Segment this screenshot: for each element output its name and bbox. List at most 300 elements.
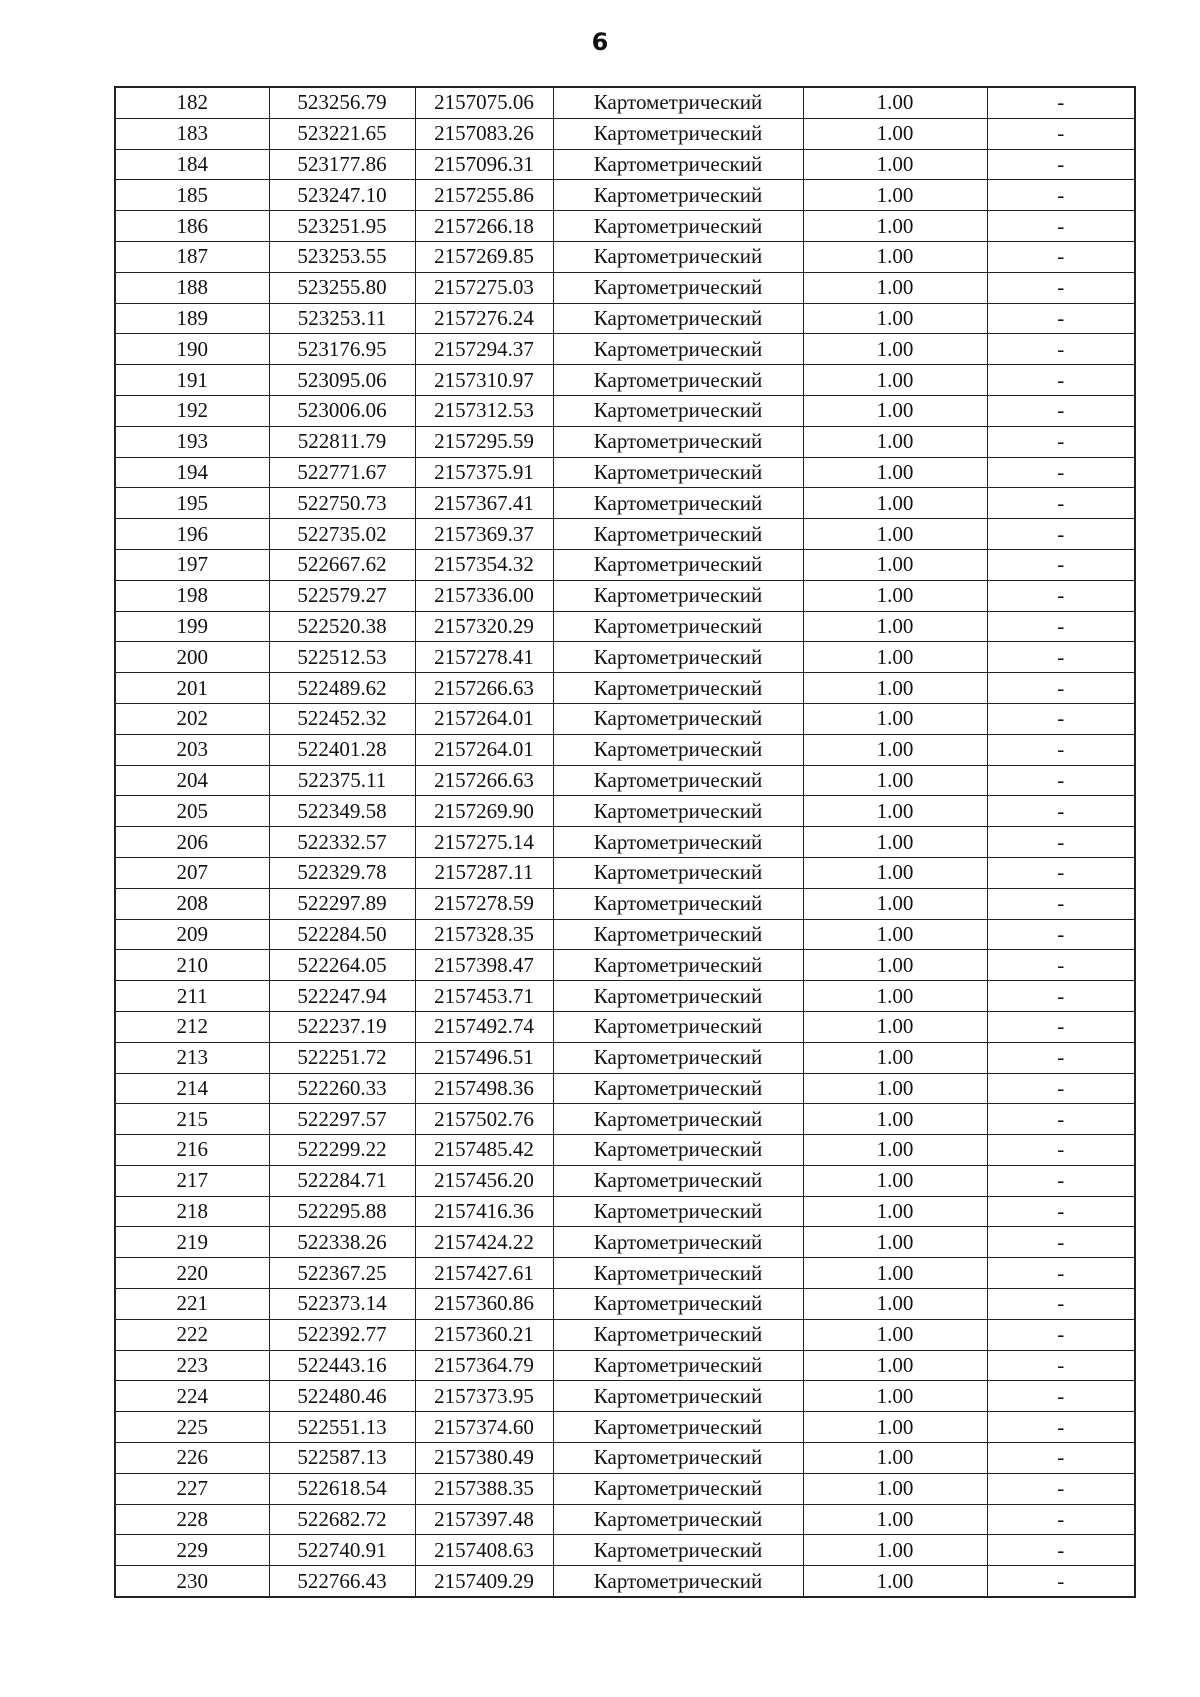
x-coordinate-cell: 523253.11 bbox=[269, 303, 415, 334]
point-number-cell: 211 bbox=[115, 981, 269, 1012]
accuracy-cell: 1.00 bbox=[803, 734, 987, 765]
x-coordinate-cell: 522237.19 bbox=[269, 1011, 415, 1042]
description-cell: - bbox=[987, 1104, 1135, 1135]
point-number-cell: 185 bbox=[115, 180, 269, 211]
x-coordinate-cell: 522520.38 bbox=[269, 611, 415, 642]
x-coordinate-cell: 522740.91 bbox=[269, 1535, 415, 1566]
accuracy-cell: 1.00 bbox=[803, 1104, 987, 1135]
method-cell: Картометрический bbox=[553, 303, 803, 334]
x-coordinate-cell: 522579.27 bbox=[269, 580, 415, 611]
point-number-cell: 213 bbox=[115, 1042, 269, 1073]
table-row bbox=[115, 180, 1135, 211]
y-coordinate-cell: 2157275.03 bbox=[415, 272, 553, 303]
y-coordinate-cell: 2157398.47 bbox=[415, 950, 553, 981]
x-coordinate-cell: 522771.67 bbox=[269, 457, 415, 488]
accuracy-cell: 1.00 bbox=[803, 1227, 987, 1258]
y-coordinate-cell: 2157456.20 bbox=[415, 1165, 553, 1196]
x-coordinate-cell: 522284.71 bbox=[269, 1165, 415, 1196]
accuracy-cell: 1.00 bbox=[803, 1412, 987, 1443]
table-row bbox=[115, 395, 1135, 426]
table-row bbox=[115, 981, 1135, 1012]
accuracy-cell: 1.00 bbox=[803, 765, 987, 796]
table-row bbox=[115, 1073, 1135, 1104]
y-coordinate-cell: 2157498.36 bbox=[415, 1073, 553, 1104]
table-row bbox=[115, 149, 1135, 180]
description-cell: - bbox=[987, 734, 1135, 765]
method-cell: Картометрический bbox=[553, 426, 803, 457]
accuracy-cell: 1.00 bbox=[803, 1319, 987, 1350]
method-cell: Картометрический bbox=[553, 1135, 803, 1166]
method-cell: Картометрический bbox=[553, 365, 803, 396]
x-coordinate-cell: 522367.25 bbox=[269, 1258, 415, 1289]
table-row bbox=[115, 1011, 1135, 1042]
accuracy-cell: 1.00 bbox=[803, 703, 987, 734]
method-cell: Картометрический bbox=[553, 87, 803, 118]
x-coordinate-cell: 523095.06 bbox=[269, 365, 415, 396]
table-row bbox=[115, 1289, 1135, 1320]
x-coordinate-cell: 522247.94 bbox=[269, 981, 415, 1012]
method-cell: Картометрический bbox=[553, 1227, 803, 1258]
point-number-cell: 207 bbox=[115, 857, 269, 888]
y-coordinate-cell: 2157328.35 bbox=[415, 919, 553, 950]
accuracy-cell: 1.00 bbox=[803, 334, 987, 365]
x-coordinate-cell: 522667.62 bbox=[269, 549, 415, 580]
x-coordinate-cell: 522299.22 bbox=[269, 1135, 415, 1166]
table-row bbox=[115, 734, 1135, 765]
method-cell: Картометрический bbox=[553, 827, 803, 858]
table-row bbox=[115, 488, 1135, 519]
method-cell: Картометрический bbox=[553, 180, 803, 211]
table-row bbox=[115, 673, 1135, 704]
method-cell: Картометрический bbox=[553, 395, 803, 426]
method-cell: Картометрический bbox=[553, 211, 803, 242]
point-number-cell: 199 bbox=[115, 611, 269, 642]
point-number-cell: 214 bbox=[115, 1073, 269, 1104]
method-cell: Картометрический bbox=[553, 1289, 803, 1320]
y-coordinate-cell: 2157427.61 bbox=[415, 1258, 553, 1289]
point-number-cell: 208 bbox=[115, 888, 269, 919]
x-coordinate-cell: 522338.26 bbox=[269, 1227, 415, 1258]
y-coordinate-cell: 2157269.85 bbox=[415, 241, 553, 272]
table-row bbox=[115, 1381, 1135, 1412]
accuracy-cell: 1.00 bbox=[803, 365, 987, 396]
table-row bbox=[115, 1135, 1135, 1166]
x-coordinate-cell: 522489.62 bbox=[269, 673, 415, 704]
point-number-cell: 210 bbox=[115, 950, 269, 981]
description-cell: - bbox=[987, 765, 1135, 796]
y-coordinate-cell: 2157496.51 bbox=[415, 1042, 553, 1073]
accuracy-cell: 1.00 bbox=[803, 303, 987, 334]
accuracy-cell: 1.00 bbox=[803, 1566, 987, 1597]
description-cell: - bbox=[987, 857, 1135, 888]
x-coordinate-cell: 523176.95 bbox=[269, 334, 415, 365]
method-cell: Картометрический bbox=[553, 549, 803, 580]
x-coordinate-cell: 522297.89 bbox=[269, 888, 415, 919]
point-number-cell: 184 bbox=[115, 149, 269, 180]
accuracy-cell: 1.00 bbox=[803, 1135, 987, 1166]
accuracy-cell: 1.00 bbox=[803, 580, 987, 611]
table-row bbox=[115, 241, 1135, 272]
table-row bbox=[115, 796, 1135, 827]
accuracy-cell: 1.00 bbox=[803, 1042, 987, 1073]
method-cell: Картометрический bbox=[553, 334, 803, 365]
y-coordinate-cell: 2157424.22 bbox=[415, 1227, 553, 1258]
point-number-cell: 225 bbox=[115, 1412, 269, 1443]
description-cell: - bbox=[987, 1011, 1135, 1042]
point-number-cell: 189 bbox=[115, 303, 269, 334]
x-coordinate-cell: 522735.02 bbox=[269, 519, 415, 550]
accuracy-cell: 1.00 bbox=[803, 1289, 987, 1320]
description-cell: - bbox=[987, 1412, 1135, 1443]
table-row bbox=[115, 1350, 1135, 1381]
method-cell: Картометрический bbox=[553, 765, 803, 796]
accuracy-cell: 1.00 bbox=[803, 981, 987, 1012]
table-row bbox=[115, 549, 1135, 580]
table-row bbox=[115, 426, 1135, 457]
accuracy-cell: 1.00 bbox=[803, 211, 987, 242]
point-number-cell: 198 bbox=[115, 580, 269, 611]
point-number-cell: 218 bbox=[115, 1196, 269, 1227]
y-coordinate-cell: 2157269.90 bbox=[415, 796, 553, 827]
description-cell: - bbox=[987, 395, 1135, 426]
point-number-cell: 183 bbox=[115, 118, 269, 149]
description-cell: - bbox=[987, 365, 1135, 396]
y-coordinate-cell: 2157416.36 bbox=[415, 1196, 553, 1227]
y-coordinate-cell: 2157294.37 bbox=[415, 334, 553, 365]
accuracy-cell: 1.00 bbox=[803, 888, 987, 919]
point-number-cell: 186 bbox=[115, 211, 269, 242]
x-coordinate-cell: 522443.16 bbox=[269, 1350, 415, 1381]
method-cell: Картометрический bbox=[553, 981, 803, 1012]
method-cell: Картометрический bbox=[553, 950, 803, 981]
page-number: 6 bbox=[591, 28, 609, 56]
table-row bbox=[115, 765, 1135, 796]
accuracy-cell: 1.00 bbox=[803, 395, 987, 426]
accuracy-cell: 1.00 bbox=[803, 919, 987, 950]
point-number-cell: 230 bbox=[115, 1566, 269, 1597]
accuracy-cell: 1.00 bbox=[803, 673, 987, 704]
description-cell: - bbox=[987, 1042, 1135, 1073]
description-cell: - bbox=[987, 149, 1135, 180]
method-cell: Картометрический bbox=[553, 611, 803, 642]
x-coordinate-cell: 522618.54 bbox=[269, 1473, 415, 1504]
accuracy-cell: 1.00 bbox=[803, 549, 987, 580]
y-coordinate-cell: 2157266.18 bbox=[415, 211, 553, 242]
method-cell: Картометрический bbox=[553, 1535, 803, 1566]
point-number-cell: 205 bbox=[115, 796, 269, 827]
x-coordinate-cell: 522329.78 bbox=[269, 857, 415, 888]
y-coordinate-cell: 2157485.42 bbox=[415, 1135, 553, 1166]
y-coordinate-cell: 2157320.29 bbox=[415, 611, 553, 642]
table-row bbox=[115, 1227, 1135, 1258]
point-number-cell: 226 bbox=[115, 1443, 269, 1474]
x-coordinate-cell: 523006.06 bbox=[269, 395, 415, 426]
point-number-cell: 187 bbox=[115, 241, 269, 272]
method-cell: Картометрический bbox=[553, 734, 803, 765]
method-cell: Картометрический bbox=[553, 1381, 803, 1412]
description-cell: - bbox=[987, 1135, 1135, 1166]
accuracy-cell: 1.00 bbox=[803, 118, 987, 149]
method-cell: Картометрический bbox=[553, 1104, 803, 1135]
description-cell: - bbox=[987, 1504, 1135, 1535]
description-cell: - bbox=[987, 87, 1135, 118]
point-number-cell: 224 bbox=[115, 1381, 269, 1412]
x-coordinate-cell: 522480.46 bbox=[269, 1381, 415, 1412]
accuracy-cell: 1.00 bbox=[803, 519, 987, 550]
method-cell: Картометрический bbox=[553, 1443, 803, 1474]
point-number-cell: 219 bbox=[115, 1227, 269, 1258]
x-coordinate-cell: 522375.11 bbox=[269, 765, 415, 796]
table-row bbox=[115, 919, 1135, 950]
point-number-cell: 222 bbox=[115, 1319, 269, 1350]
accuracy-cell: 1.00 bbox=[803, 950, 987, 981]
point-number-cell: 227 bbox=[115, 1473, 269, 1504]
accuracy-cell: 1.00 bbox=[803, 1381, 987, 1412]
description-cell: - bbox=[987, 796, 1135, 827]
x-coordinate-cell: 523253.55 bbox=[269, 241, 415, 272]
table-row bbox=[115, 118, 1135, 149]
point-number-cell: 188 bbox=[115, 272, 269, 303]
accuracy-cell: 1.00 bbox=[803, 796, 987, 827]
point-number-cell: 196 bbox=[115, 519, 269, 550]
description-cell: - bbox=[987, 1535, 1135, 1566]
x-coordinate-cell: 523177.86 bbox=[269, 149, 415, 180]
coordinates-table-body bbox=[115, 87, 1135, 1597]
point-number-cell: 195 bbox=[115, 488, 269, 519]
description-cell: - bbox=[987, 1258, 1135, 1289]
table-row bbox=[115, 1443, 1135, 1474]
y-coordinate-cell: 2157278.59 bbox=[415, 888, 553, 919]
point-number-cell: 194 bbox=[115, 457, 269, 488]
description-cell: - bbox=[987, 211, 1135, 242]
point-number-cell: 228 bbox=[115, 1504, 269, 1535]
y-coordinate-cell: 2157075.06 bbox=[415, 87, 553, 118]
point-number-cell: 229 bbox=[115, 1535, 269, 1566]
table-row bbox=[115, 1412, 1135, 1443]
accuracy-cell: 1.00 bbox=[803, 149, 987, 180]
y-coordinate-cell: 2157336.00 bbox=[415, 580, 553, 611]
accuracy-cell: 1.00 bbox=[803, 857, 987, 888]
accuracy-cell: 1.00 bbox=[803, 1535, 987, 1566]
x-coordinate-cell: 522264.05 bbox=[269, 950, 415, 981]
accuracy-cell: 1.00 bbox=[803, 1504, 987, 1535]
method-cell: Картометрический bbox=[553, 457, 803, 488]
point-number-cell: 203 bbox=[115, 734, 269, 765]
description-cell: - bbox=[987, 827, 1135, 858]
method-cell: Картометрический bbox=[553, 488, 803, 519]
y-coordinate-cell: 2157310.97 bbox=[415, 365, 553, 396]
y-coordinate-cell: 2157360.21 bbox=[415, 1319, 553, 1350]
x-coordinate-cell: 522295.88 bbox=[269, 1196, 415, 1227]
point-number-cell: 215 bbox=[115, 1104, 269, 1135]
table-row bbox=[115, 519, 1135, 550]
y-coordinate-cell: 2157388.35 bbox=[415, 1473, 553, 1504]
table-row bbox=[115, 1042, 1135, 1073]
x-coordinate-cell: 522349.58 bbox=[269, 796, 415, 827]
accuracy-cell: 1.00 bbox=[803, 1196, 987, 1227]
point-number-cell: 223 bbox=[115, 1350, 269, 1381]
y-coordinate-cell: 2157264.01 bbox=[415, 703, 553, 734]
method-cell: Картометрический bbox=[553, 857, 803, 888]
y-coordinate-cell: 2157375.91 bbox=[415, 457, 553, 488]
y-coordinate-cell: 2157369.37 bbox=[415, 519, 553, 550]
y-coordinate-cell: 2157360.86 bbox=[415, 1289, 553, 1320]
method-cell: Картометрический bbox=[553, 118, 803, 149]
point-number-cell: 202 bbox=[115, 703, 269, 734]
table-row bbox=[115, 580, 1135, 611]
point-number-cell: 209 bbox=[115, 919, 269, 950]
accuracy-cell: 1.00 bbox=[803, 426, 987, 457]
method-cell: Картометрический bbox=[553, 796, 803, 827]
point-number-cell: 182 bbox=[115, 87, 269, 118]
point-number-cell: 201 bbox=[115, 673, 269, 704]
accuracy-cell: 1.00 bbox=[803, 642, 987, 673]
description-cell: - bbox=[987, 1381, 1135, 1412]
description-cell: - bbox=[987, 488, 1135, 519]
description-cell: - bbox=[987, 1443, 1135, 1474]
y-coordinate-cell: 2157367.41 bbox=[415, 488, 553, 519]
description-cell: - bbox=[987, 919, 1135, 950]
y-coordinate-cell: 2157364.79 bbox=[415, 1350, 553, 1381]
accuracy-cell: 1.00 bbox=[803, 1350, 987, 1381]
y-coordinate-cell: 2157409.29 bbox=[415, 1566, 553, 1597]
point-number-cell: 204 bbox=[115, 765, 269, 796]
description-cell: - bbox=[987, 1227, 1135, 1258]
x-coordinate-cell: 523251.95 bbox=[269, 211, 415, 242]
x-coordinate-cell: 523221.65 bbox=[269, 118, 415, 149]
method-cell: Картометрический bbox=[553, 149, 803, 180]
table-row bbox=[115, 611, 1135, 642]
y-coordinate-cell: 2157492.74 bbox=[415, 1011, 553, 1042]
description-cell: - bbox=[987, 673, 1135, 704]
accuracy-cell: 1.00 bbox=[803, 611, 987, 642]
table-row bbox=[115, 950, 1135, 981]
x-coordinate-cell: 522284.50 bbox=[269, 919, 415, 950]
point-number-cell: 190 bbox=[115, 334, 269, 365]
table-row bbox=[115, 87, 1135, 118]
y-coordinate-cell: 2157264.01 bbox=[415, 734, 553, 765]
table-row bbox=[115, 1319, 1135, 1350]
method-cell: Картометрический bbox=[553, 272, 803, 303]
description-cell: - bbox=[987, 981, 1135, 1012]
description-cell: - bbox=[987, 1566, 1135, 1597]
description-cell: - bbox=[987, 1073, 1135, 1104]
table-row bbox=[115, 827, 1135, 858]
method-cell: Картометрический bbox=[553, 1073, 803, 1104]
point-number-cell: 200 bbox=[115, 642, 269, 673]
accuracy-cell: 1.00 bbox=[803, 1443, 987, 1474]
x-coordinate-cell: 522401.28 bbox=[269, 734, 415, 765]
accuracy-cell: 1.00 bbox=[803, 1011, 987, 1042]
y-coordinate-cell: 2157408.63 bbox=[415, 1535, 553, 1566]
description-cell: - bbox=[987, 580, 1135, 611]
x-coordinate-cell: 522332.57 bbox=[269, 827, 415, 858]
point-number-cell: 197 bbox=[115, 549, 269, 580]
x-coordinate-cell: 522811.79 bbox=[269, 426, 415, 457]
x-coordinate-cell: 522551.13 bbox=[269, 1412, 415, 1443]
description-cell: - bbox=[987, 888, 1135, 919]
method-cell: Картометрический bbox=[553, 1196, 803, 1227]
description-cell: - bbox=[987, 426, 1135, 457]
description-cell: - bbox=[987, 611, 1135, 642]
description-cell: - bbox=[987, 457, 1135, 488]
accuracy-cell: 1.00 bbox=[803, 272, 987, 303]
y-coordinate-cell: 2157255.86 bbox=[415, 180, 553, 211]
table-row bbox=[115, 888, 1135, 919]
y-coordinate-cell: 2157380.49 bbox=[415, 1443, 553, 1474]
table-row bbox=[115, 303, 1135, 334]
description-cell: - bbox=[987, 1196, 1135, 1227]
point-number-cell: 212 bbox=[115, 1011, 269, 1042]
y-coordinate-cell: 2157453.71 bbox=[415, 981, 553, 1012]
x-coordinate-cell: 522251.72 bbox=[269, 1042, 415, 1073]
table-row bbox=[115, 1473, 1135, 1504]
description-cell: - bbox=[987, 272, 1135, 303]
method-cell: Картометрический bbox=[553, 1042, 803, 1073]
table-row bbox=[115, 1104, 1135, 1135]
x-coordinate-cell: 522392.77 bbox=[269, 1319, 415, 1350]
x-coordinate-cell: 522452.32 bbox=[269, 703, 415, 734]
method-cell: Картометрический bbox=[553, 642, 803, 673]
method-cell: Картометрический bbox=[553, 703, 803, 734]
point-number-cell: 191 bbox=[115, 365, 269, 396]
method-cell: Картометрический bbox=[553, 519, 803, 550]
point-number-cell: 216 bbox=[115, 1135, 269, 1166]
description-cell: - bbox=[987, 334, 1135, 365]
description-cell: - bbox=[987, 241, 1135, 272]
point-number-cell: 206 bbox=[115, 827, 269, 858]
y-coordinate-cell: 2157373.95 bbox=[415, 1381, 553, 1412]
description-cell: - bbox=[987, 642, 1135, 673]
description-cell: - bbox=[987, 549, 1135, 580]
description-cell: - bbox=[987, 519, 1135, 550]
description-cell: - bbox=[987, 1289, 1135, 1320]
y-coordinate-cell: 2157287.11 bbox=[415, 857, 553, 888]
accuracy-cell: 1.00 bbox=[803, 1258, 987, 1289]
y-coordinate-cell: 2157374.60 bbox=[415, 1412, 553, 1443]
table-row bbox=[115, 1504, 1135, 1535]
accuracy-cell: 1.00 bbox=[803, 827, 987, 858]
method-cell: Картометрический bbox=[553, 1319, 803, 1350]
table-row bbox=[115, 1258, 1135, 1289]
accuracy-cell: 1.00 bbox=[803, 488, 987, 519]
accuracy-cell: 1.00 bbox=[803, 457, 987, 488]
description-cell: - bbox=[987, 1319, 1135, 1350]
point-number-cell: 193 bbox=[115, 426, 269, 457]
method-cell: Картометрический bbox=[553, 1011, 803, 1042]
x-coordinate-cell: 522682.72 bbox=[269, 1504, 415, 1535]
point-number-cell: 217 bbox=[115, 1165, 269, 1196]
x-coordinate-cell: 523247.10 bbox=[269, 180, 415, 211]
table-row bbox=[115, 365, 1135, 396]
x-coordinate-cell: 522587.13 bbox=[269, 1443, 415, 1474]
table-row bbox=[115, 211, 1135, 242]
y-coordinate-cell: 2157397.48 bbox=[415, 1504, 553, 1535]
table-row bbox=[115, 1566, 1135, 1597]
description-cell: - bbox=[987, 118, 1135, 149]
method-cell: Картометрический bbox=[553, 888, 803, 919]
accuracy-cell: 1.00 bbox=[803, 241, 987, 272]
x-coordinate-cell: 522260.33 bbox=[269, 1073, 415, 1104]
description-cell: - bbox=[987, 1165, 1135, 1196]
table-row bbox=[115, 703, 1135, 734]
accuracy-cell: 1.00 bbox=[803, 1165, 987, 1196]
y-coordinate-cell: 2157354.32 bbox=[415, 549, 553, 580]
description-cell: - bbox=[987, 950, 1135, 981]
x-coordinate-cell: 522766.43 bbox=[269, 1566, 415, 1597]
y-coordinate-cell: 2157278.41 bbox=[415, 642, 553, 673]
y-coordinate-cell: 2157276.24 bbox=[415, 303, 553, 334]
